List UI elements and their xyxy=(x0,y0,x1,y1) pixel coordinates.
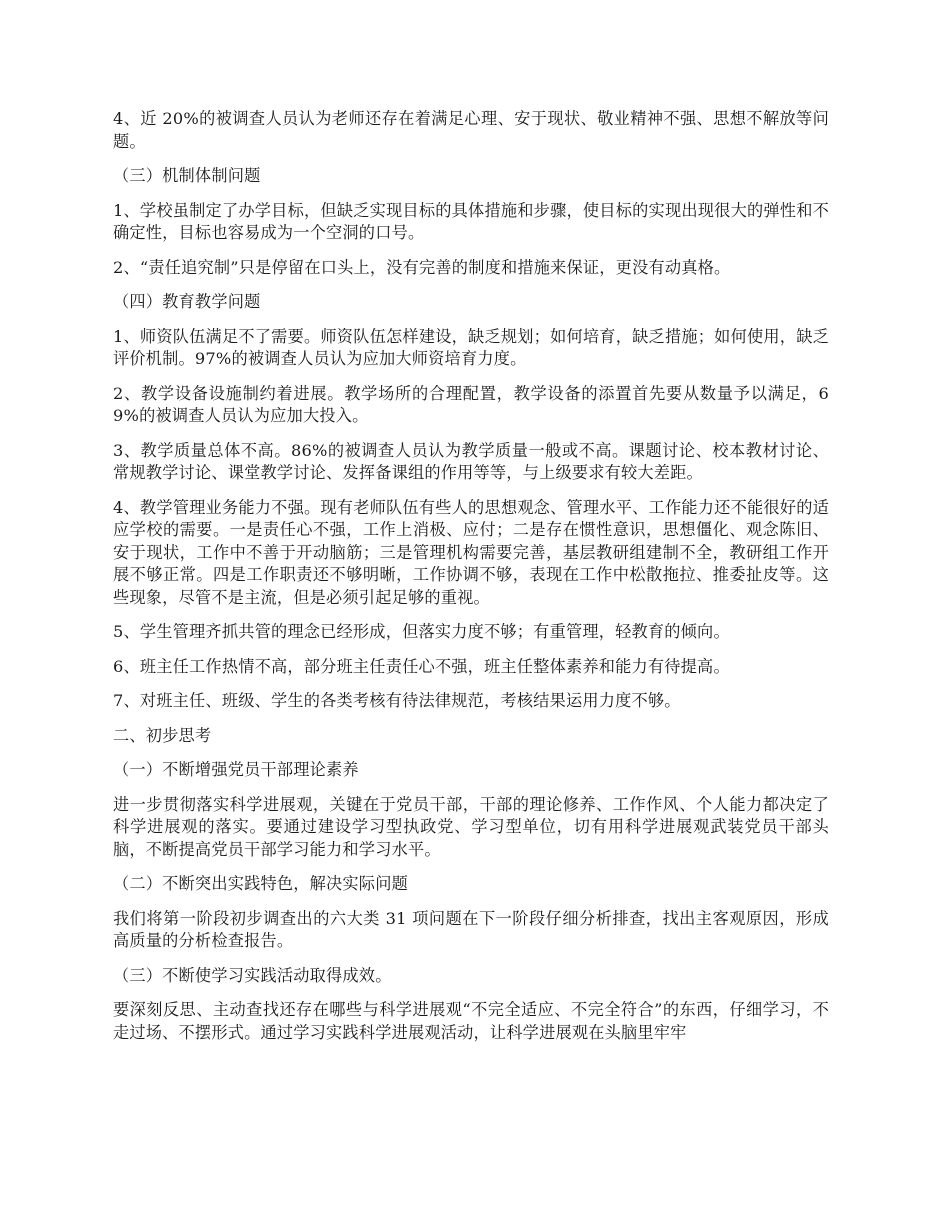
paragraph-teaching-3: 3、教学质量总体不高。86%的被调查人员认为教学质量一般或不高。课题讨论、校本教材讨论、常规教学讨论、课堂教学讨论、发挥备课组的作用等等，与上级要求有较大差距。 xyxy=(113,440,829,482)
section-heading-thinking: 二、初步思考 xyxy=(113,725,212,745)
subsection-heading-results: （三）不断使学习实践活动取得成效。 xyxy=(113,965,392,985)
paragraph-practice: 我们将第一阶段初步调查出的六大类 31 项问题在下一阶段仔细分析排查，找出主客观原因，形成高质量的分析检查报告。 xyxy=(113,908,829,950)
paragraph-teaching-1: 1、师资队伍满足不了需要。师资队伍怎样建设，缺乏规划；如何培育，缺乏措施；如何使用，缺乏评价机制。97%的被调查人员认为应加大师资培育力度。 xyxy=(113,326,829,368)
subsection-heading-theory: （一）不断增强党员干部理论素养 xyxy=(113,760,359,779)
paragraph-teaching-5: 5、学生管理齐抓共管的理念已经形成，但落实力度不够；有重管理，轻教育的倾向。 xyxy=(113,622,730,641)
paragraph-point-4-survey: 4、近 20%的被调查人员认为老师还存在着满足心理、安于现状、敬业精神不强、思想不解放等问题。 xyxy=(113,109,829,151)
paragraph-mechanism-1: 1、学校虽制定了办学目标，但缺乏实现目标的具体措施和步骤，使目标的实现出现很大的弹性和不确定性，目标也容易成为一个空洞的口号。 xyxy=(113,200,829,242)
paragraph-mechanism-2: 2、“责任追究制”只是停留在口头上，没有完善的制度和措施来保证，更没有动真格。 xyxy=(113,257,731,277)
subsection-heading-practice: （二）不断突出实践特色，解决实际问题 xyxy=(113,874,408,893)
paragraph-teaching-6: 6、班主任工作热情不高，部分班主任责任心不强，班主任整体素养和能力有待提高。 xyxy=(113,656,730,676)
document-page xyxy=(113,108,829,1056)
section-heading-mechanism: （三）机制体制问题 xyxy=(113,166,261,185)
paragraph-teaching-4: 4、教学管理业务能力不强。现有老师队伍有些人的思想观念、管理水平、工作能力还不能很好的适应学校的需要。一是责任心不强，工作上消极、应付；二是存在惯性意识，思想僵化、观念陈旧、安于现状，工作中不善于开动脑筋；三是管理机构需要完善，基层教研组建制不全，教研组工作开展不够正常。四是工作职责还不够明晰，工作协调不够，表现在工作中松散拖拉、推委扯皮等。这些现象，尽管不是主流，但是必须引起足够的重视。 xyxy=(113,497,829,607)
section-heading-teaching: （四）教育教学问题 xyxy=(113,292,261,311)
paragraph-teaching-7: 7、对班主任、班级、学生的各类考核有待法律规范，考核结果运用力度不够。 xyxy=(113,691,681,710)
paragraph-results: 要深刻反思、主动查找还存在哪些与科学进展观“不完全适应、不完全符合”的东西，仔细学习，不走过场、不摆形式。通过学习实践科学进展观活动，让科学进展观在头脑里牢牢 xyxy=(113,1000,829,1042)
paragraph-teaching-2: 2、教学设备设施制约着进展。教学场所的合理配置，教学设备的添置首先要从数量予以满足，69%的被调查人员认为应加大投入。 xyxy=(113,383,829,425)
paragraph-theory: 进一步贯彻落实科学进展观，关键在于党员干部，干部的理论修养、工作作风、个人能力都决定了科学进展观的落实。要通过建设学习型执政党、学习型单位，切有用科学进展观武装党员干部头脑，不断提高党员干部学习能力和学习水平。 xyxy=(113,794,829,859)
